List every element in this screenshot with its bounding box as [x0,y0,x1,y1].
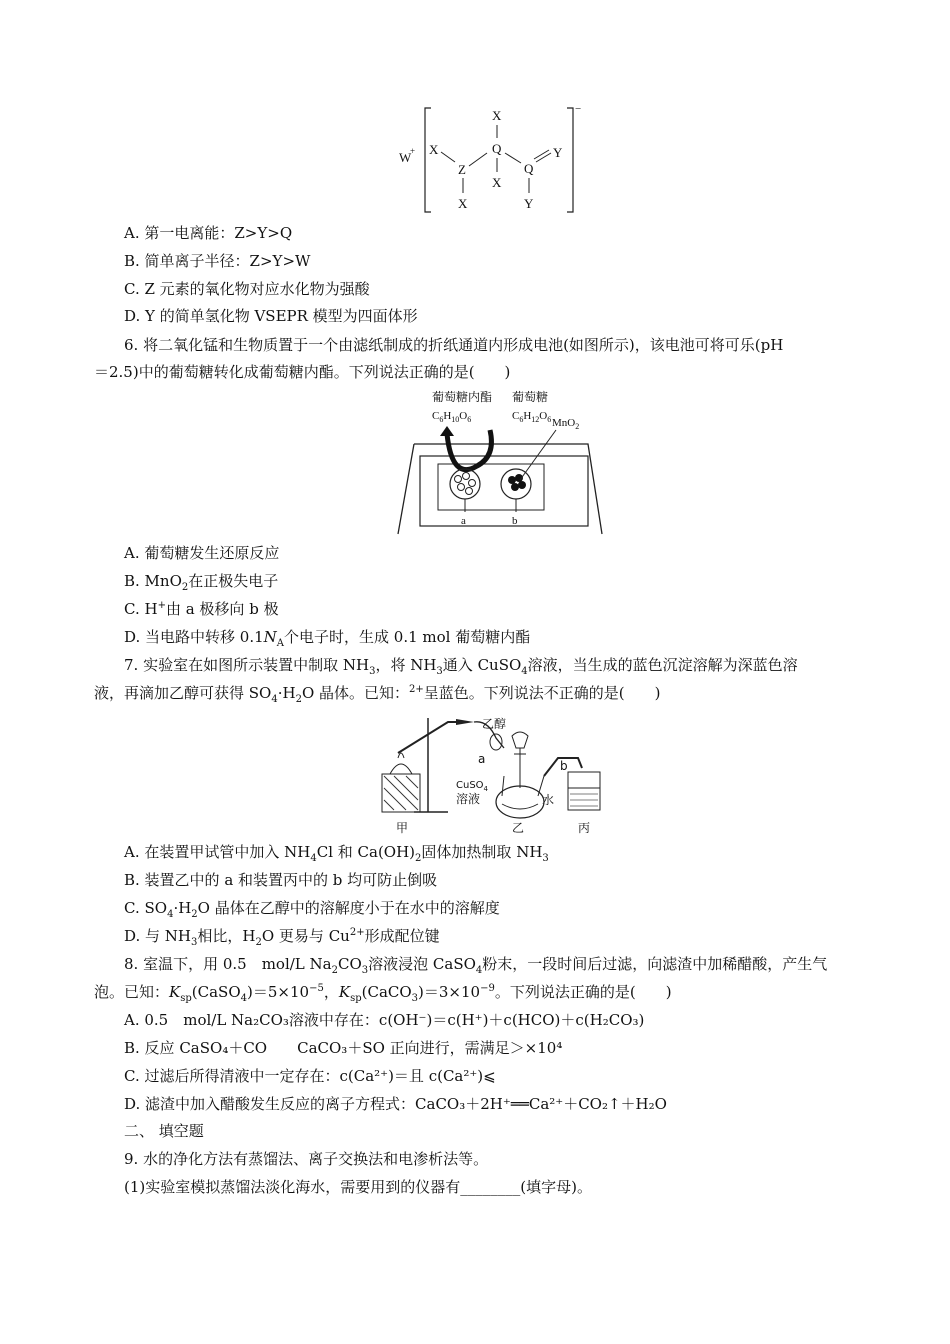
label-lactone: 葡萄糖内酯 [432,390,493,404]
atom-x-left: X [429,142,439,157]
q7-option-b: B. 装置乙中的 a 和装置丙中的 b 均可防止倒吸 [124,871,438,889]
electrode-b: b [512,515,518,527]
q6-stem-line1: 6. 将二氧化锰和生物质置于一个由滤纸制成的折纸通道内形成电池(如图所示)，该电池可将可乐(pH [124,336,784,354]
label-a-tube: a [478,752,486,766]
label-ethanol: 乙醇 [482,717,507,731]
battery-figure [392,386,612,538]
q5-option-b: B. 简单离子半径：Z>Y>W [124,252,311,270]
atom-y-right: Y [553,145,563,160]
atom-x-top: X [492,108,502,123]
struct-anion-charge: − [575,103,582,115]
q8-option-d: D. 滤渣中加入醋酸发生反应的离子方程式：CaCO₃＋2H⁺══Ca²⁺＋CO₂↑＋H₂O [124,1095,667,1113]
label-solution: 溶液 [456,792,481,806]
struct-cation: W [399,150,412,165]
atom-z: Z [458,162,466,177]
q6-stem-line2: ＝2.5)中的葡萄糖转化成葡萄糖内酯。下列说法正确的是( ) [94,363,511,381]
q6-option-d: D. 当电路中转移 $0.1N_A$个电子时，生成 0.1 mol 葡萄糖内酯 [124,628,531,649]
q9-sub1: (1)实验室模拟蒸馏法淡化海水，需要用到的仪器有________(填字母)。 [124,1178,592,1196]
atom-x-z-bottom: X [458,196,468,211]
q8-stem-line1: 8. 室温下，用 0.5 mol/L $Na_2CO_3$溶液浸泡 CaSO$_4$粉末，一段时间后过滤，向滤渣中加稀醋酸，产生气 [124,955,828,976]
q7-option-c: C. $SO_4\cdot H_2O$ 晶体在乙醇中的溶解度小于在水中的溶解度 [124,899,500,920]
label-water: 水 [542,793,555,807]
q8-option-a: A. 0.5 mol/L Na₂CO₃溶液中存在：c(OH⁻)＝c(H⁺)＋c(HCO)＋c(H₂CO₃) [124,1011,645,1029]
q6-option-a: A. 葡萄糖发生还原反应 [124,544,280,562]
q8-option-c: C. 过滤后所得清液中一定存在：c(Ca²⁺)＝且 c(Ca²⁺)⩽ [124,1067,496,1085]
label-jia: 甲 [396,821,409,835]
atom-q2: Q [524,161,534,176]
q6-option-b: B. MnO$_2$在正极失电子 [124,572,279,593]
section-heading: 二、 填空题 [124,1122,204,1140]
q7-option-d: D. 与 $NH_3$相比，$H_2O$ 更易与 $Cu^{2+}$形成配位键 [124,927,440,948]
q8-stem-line2: 泡。已知：$K_{sp}(CaSO_4)=5\times 10^{-5}$，$K_{sp}(CaCO_3)=3\times 10^{-9}$。下列说法正确的是( ) [94,983,672,1004]
svg-text:CuSO4: CuSO$_4$ [456,780,489,793]
q9-stem: 9. 水的净化方法有蒸馏法、离子交换法和电渗析法等。 [124,1150,489,1168]
svg-text:C6H10O6: $C_6H_{10}O_6$ [432,410,472,424]
svg-text:C6H12O6: $C_6H_{12}O_6$ [512,410,552,424]
structure-figure [395,100,595,218]
atom-y-bottom: Y [524,196,534,211]
atom-x-q1-bottom: X [492,175,502,190]
q6-option-c: C. H+由 a 极移向 b 极 [124,600,279,618]
q7-stem-line1: 7. 实验室在如图所示装置中制取 $NH_3$，将 $NH_3$通入 CuSO$_4$溶液，当生成的蓝色沉淀溶解为深蓝色溶 [124,656,798,677]
q5-option-d: D. Y 的简单氢化物 VSEPR 模型为四面体形 [124,307,418,325]
atom-q1: Q [492,141,502,156]
q7-stem-line2: 液，再滴加乙醇可获得 $SO_4\cdot H_2O$ 晶体。已知：$^{2+}$呈蓝色。下列说法不正确的是( ) [94,684,661,705]
q8-option-b: B. 反应 CaSO₄＋CO CaCO₃＋SO 正向进行，需满足＞×10⁴ [124,1039,563,1057]
struct-cation-charge: + [410,146,416,156]
label-glucose: 葡萄糖 [512,390,549,404]
q7-option-a: A. 在装置甲试管中加入 $NH_4Cl$ 和 $Ca(OH)_2$固体加热制取 $NH_3$ [124,843,549,864]
label-yi: 乙 [512,821,525,835]
electrode-a: a [461,515,466,527]
label-b-tube: b [560,759,568,773]
q5-option-a: A. 第一电离能：Z>Y>Q [124,224,293,242]
apparatus-figure [378,708,614,838]
q5-option-c: C. Z 元素的氧化物对应水化物为强酸 [124,280,370,298]
label-bing: 丙 [578,821,591,835]
svg-text:MnO2: MnO$_2$ [552,417,580,431]
